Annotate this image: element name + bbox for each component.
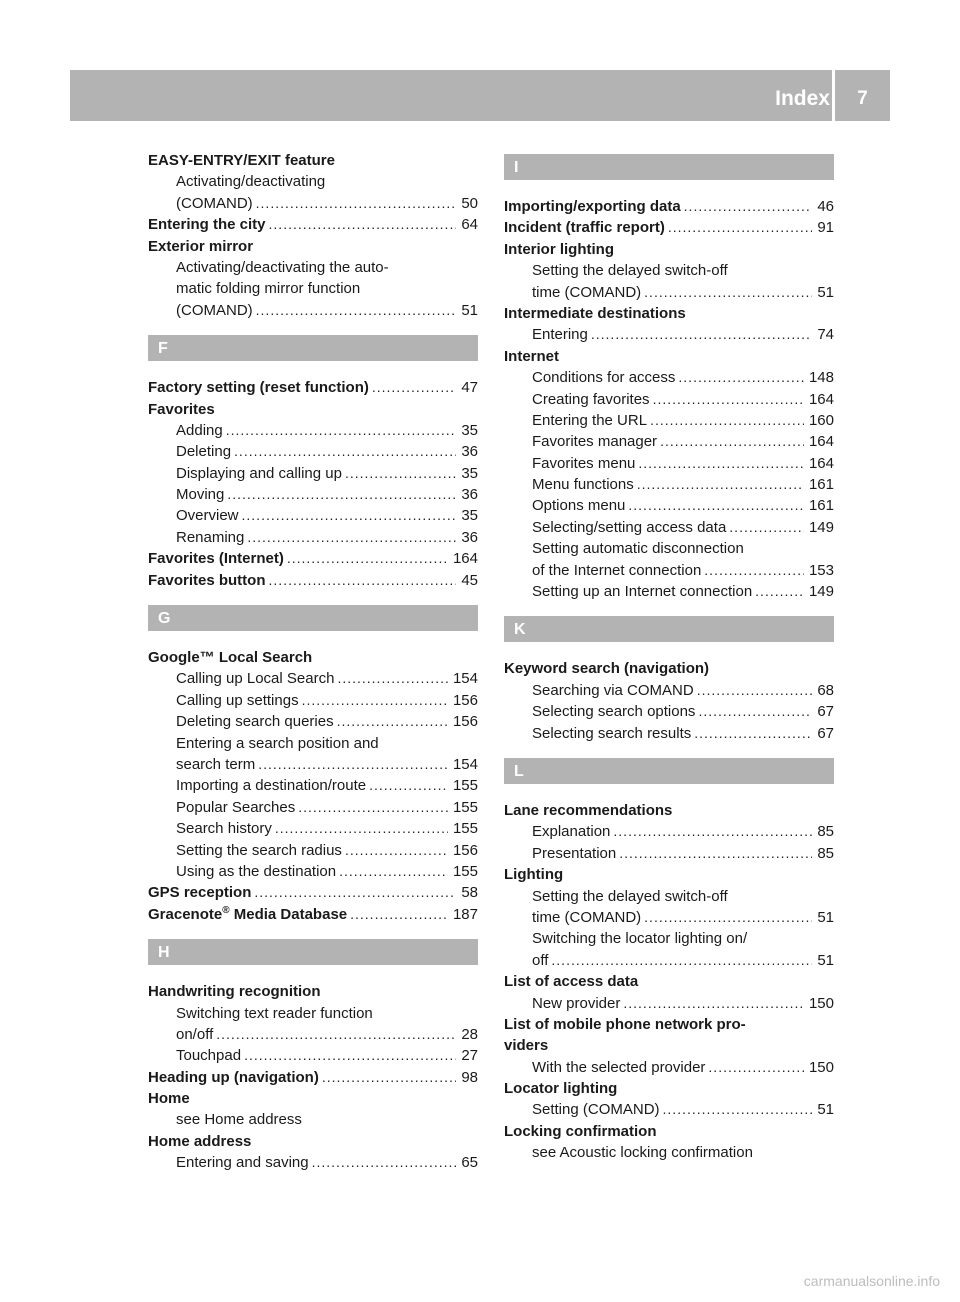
index-term: (COMAND) [176,301,253,319]
index-page-ref: 51 [461,301,478,319]
gracenote-term: Gracenote [148,905,223,923]
index-subentry [504,581,834,602]
index-page-ref: 154 [452,755,478,773]
index-page-ref: 36 [461,443,478,461]
index-subentry [148,754,478,775]
index-term: Popular Searches [176,798,296,816]
index-term: Touchpad [176,1047,242,1065]
index-subentry [504,1099,834,1120]
index-term: on/off [176,1025,214,1043]
index-page-ref: 58 [461,884,478,902]
index-term: Entering the city [148,216,266,234]
index-term: Favorites menu [532,454,636,472]
index-term: of the Internet connection [532,561,702,579]
index-page-ref: 51 [817,908,834,926]
index-page-ref: 68 [817,681,834,699]
index-term: Importing/exporting data [504,198,681,215]
index-page-ref: 155 [452,798,478,816]
index-term: Adding [176,421,223,439]
index-term: Entering [532,326,588,344]
index-subentry [504,993,834,1014]
index-subentry [148,441,478,462]
index-page-ref: 51 [817,1101,834,1119]
index-page-ref: 67 [817,724,834,742]
index-term: Renaming [176,528,245,546]
index-subentry [504,495,834,516]
index-subentry [504,410,834,431]
index-term: New provider [532,994,621,1012]
index-page-ref: 67 [817,703,834,721]
index-term: Deleting [176,443,232,461]
index-subentry [504,282,834,303]
index-page-ref: 36 [461,486,478,504]
index-subentry-text: Switching the locator lighting on/ [532,930,748,948]
index-heading: Locking confirmation [504,1122,657,1140]
index-term: (COMAND) [176,194,253,212]
index-term: Calling up settings [176,691,299,709]
index-term: Importing a destination/route [176,777,367,795]
index-subentry-text: matic folding mirror function [176,280,361,298]
index-subentry-text: Setting the delayed switch-off [532,887,728,905]
index-subentry [148,668,478,689]
section-header-h: H [148,939,478,965]
index-term: Searching via COMAND [532,681,694,699]
index-heading: Interior lighting [504,240,614,258]
index-page-ref: 51 [817,951,834,969]
index-term: Selecting/setting access data [532,518,727,536]
index-subentry-text: Switching text reader function [176,1004,373,1022]
index-subentry [504,367,834,388]
index-entry [148,214,478,235]
index-entry [148,1067,478,1088]
index-heading: Google™ Local Search [148,649,313,667]
index-heading: EASY-ENTRY/EXIT feature [148,152,335,169]
index-term: Explanation [532,823,611,841]
index-term: Search history [176,820,272,838]
index-page-ref: 148 [808,369,834,387]
index-page-ref: 149 [808,583,834,601]
index-heading: Exterior mirror [148,237,254,255]
registered-mark: ® [222,904,230,916]
index-page-ref: 35 [461,464,478,482]
index-term: With the selected provider [532,1058,706,1076]
index-page-ref: 155 [452,862,478,880]
section-header-i: I [504,154,834,180]
index-entry [504,217,834,238]
index-term: Using as the destination [176,862,337,880]
index-subentry [148,420,478,441]
index-term: Favorites (Internet) [148,550,284,568]
index-subentry [148,300,478,321]
index-heading: Home [148,1090,190,1108]
index-term: Selecting search options [532,703,696,721]
index-page-ref: 153 [808,561,834,579]
index-subentry [148,193,478,214]
index-subentry-text: Activating/deactivating [176,173,326,191]
index-term: Setting the search radius [176,841,342,859]
index-heading: Lighting [504,866,564,884]
index-term: Overview [176,507,239,525]
index-page-ref: 36 [461,528,478,546]
index-term: Favorites button [148,571,266,589]
index-subentry-text: Setting the delayed switch-off [532,262,728,280]
index-page-ref: 98 [461,1068,478,1086]
index-subentry-text: Activating/deactivating the auto- [176,258,389,276]
index-page-ref: 64 [461,216,478,234]
index-page-ref: 150 [808,994,834,1012]
index-subentry [504,723,834,744]
index-subentry-text: Setting automatic disconnection [532,540,744,558]
index-entry [148,882,478,903]
index-heading-continued: viders [504,1037,549,1055]
index-term: Factory setting (reset function) [148,379,369,397]
index-subentry [504,821,834,842]
index-term: Deleting search queries [176,713,334,731]
footer-watermark: carmanualsonline.info [803,1273,940,1289]
index-term: time (COMAND) [532,283,642,301]
index-page-ref: 161 [808,476,834,494]
index-term: Heading up (navigation) [148,1068,319,1086]
index-term: Menu functions [532,476,634,494]
page-number: 7 [857,88,868,109]
index-subentry [148,775,478,796]
index-subentry [148,840,478,861]
index-heading: Internet [504,347,560,365]
index-page-ref: 155 [452,777,478,795]
index-term: Calling up Local Search [176,670,335,688]
index-subentry [504,907,834,928]
section-header-f: F [148,335,478,361]
index-subentry-text: see Home address [176,1111,302,1129]
index-term: Setting up an Internet connection [532,583,753,601]
index-heading: Lane recommendations [504,801,673,819]
index-subentry [504,517,834,538]
index-subentry [148,818,478,839]
index-term: Selecting search results [532,724,692,742]
index-page-ref: 74 [817,326,834,344]
index-entry [148,377,478,398]
index-page-ref: 149 [808,518,834,536]
section-header-k: K [504,616,834,642]
index-term: Entering and saving [176,1154,309,1172]
index-entry [148,570,478,591]
index-term: Displaying and calling up [176,464,342,482]
index-term: Favorites manager [532,433,658,451]
index-term: time (COMAND) [532,908,642,926]
index-page-ref: 35 [461,507,478,525]
index-term: Presentation [532,844,617,862]
index-page-ref: 51 [817,283,834,301]
index-subentry [148,527,478,548]
index-subentry [148,861,478,882]
index-term: off [532,951,549,969]
index-subentry [504,1057,834,1078]
index-subentry [504,324,834,345]
index-page-ref: 65 [461,1154,478,1172]
index-term: Options menu [532,497,626,515]
index-page-ref: 164 [808,454,834,472]
index-column-right [504,150,834,1164]
index-subentry [148,463,478,484]
index-subentry-text: see Acoustic locking confirmation [532,1144,753,1162]
index-page-ref: 91 [817,219,834,237]
index-entry [504,196,834,217]
index-page-ref: 35 [461,421,478,439]
index-subentry [504,843,834,864]
index-heading: Handwriting recognition [148,983,321,1001]
index-subentry [504,701,834,722]
index-entry [148,548,478,569]
index-column-left [148,150,478,1174]
index-page-ref: 154 [452,670,478,688]
index-term [148,904,347,925]
index-subentry [504,950,834,971]
index-page-ref: 150 [808,1058,834,1076]
index-subentry [148,505,478,526]
index-page-ref: 85 [817,823,834,841]
index-subentry [504,431,834,452]
index-page-ref: 164 [452,550,478,568]
index-subentry [504,389,834,410]
index-page-ref: 156 [452,713,478,731]
index-page-ref: 161 [808,497,834,515]
index-subentry [504,560,834,581]
index-term: Entering the URL [532,411,648,429]
index-heading: List of access data [504,973,639,991]
index-subentry [148,1152,478,1173]
index-subentry-text: Entering a search position and [176,734,379,752]
index-page-ref: 164 [808,433,834,451]
index-term: Moving [176,486,225,504]
index-subentry [148,690,478,711]
index-page-ref: 28 [461,1025,478,1043]
index-heading: Home address [148,1132,252,1150]
index-heading: Keyword search (navigation) [504,660,710,678]
index-page-ref: 155 [452,820,478,838]
index-term: Setting (COMAND) [532,1101,660,1119]
index-heading: Favorites [148,400,215,418]
index-subentry [148,1045,478,1066]
index-page-ref: 27 [461,1047,478,1065]
index-page-ref: 156 [452,841,478,859]
index-page-ref: 50 [461,194,478,212]
gracenote-term-suffix: Media Database [229,905,348,923]
index-heading: Locator lighting [504,1080,618,1098]
index-page-ref: 160 [808,411,834,429]
section-header-l: L [504,758,834,784]
index-page-ref: 85 [817,844,834,862]
index-subentry [148,711,478,732]
index-term: search term [176,755,256,773]
index-term: Creating favorites [532,390,650,408]
index-page-ref: 187 [452,905,478,923]
index-term: Conditions for access [532,369,676,387]
index-heading: Intermediate destinations [504,304,686,322]
index-subentry [504,453,834,474]
index-subentry [504,474,834,495]
index-page-ref: 45 [461,571,478,589]
index-page-ref: 164 [808,390,834,408]
index-subentry [148,1024,478,1045]
index-term: GPS reception [148,884,252,902]
index-page-ref: 47 [461,379,478,397]
index-subentry [504,680,834,701]
index-page-ref: 46 [817,198,834,215]
index-entry [148,904,478,925]
header-title: Index [775,87,830,110]
section-header-g: G [148,605,478,631]
index-subentry [148,484,478,505]
index-page-ref: 156 [452,691,478,709]
index-heading: List of mobile phone network pro- [504,1015,746,1033]
index-subentry [148,797,478,818]
index-term: Incident (traffic report) [504,219,665,237]
